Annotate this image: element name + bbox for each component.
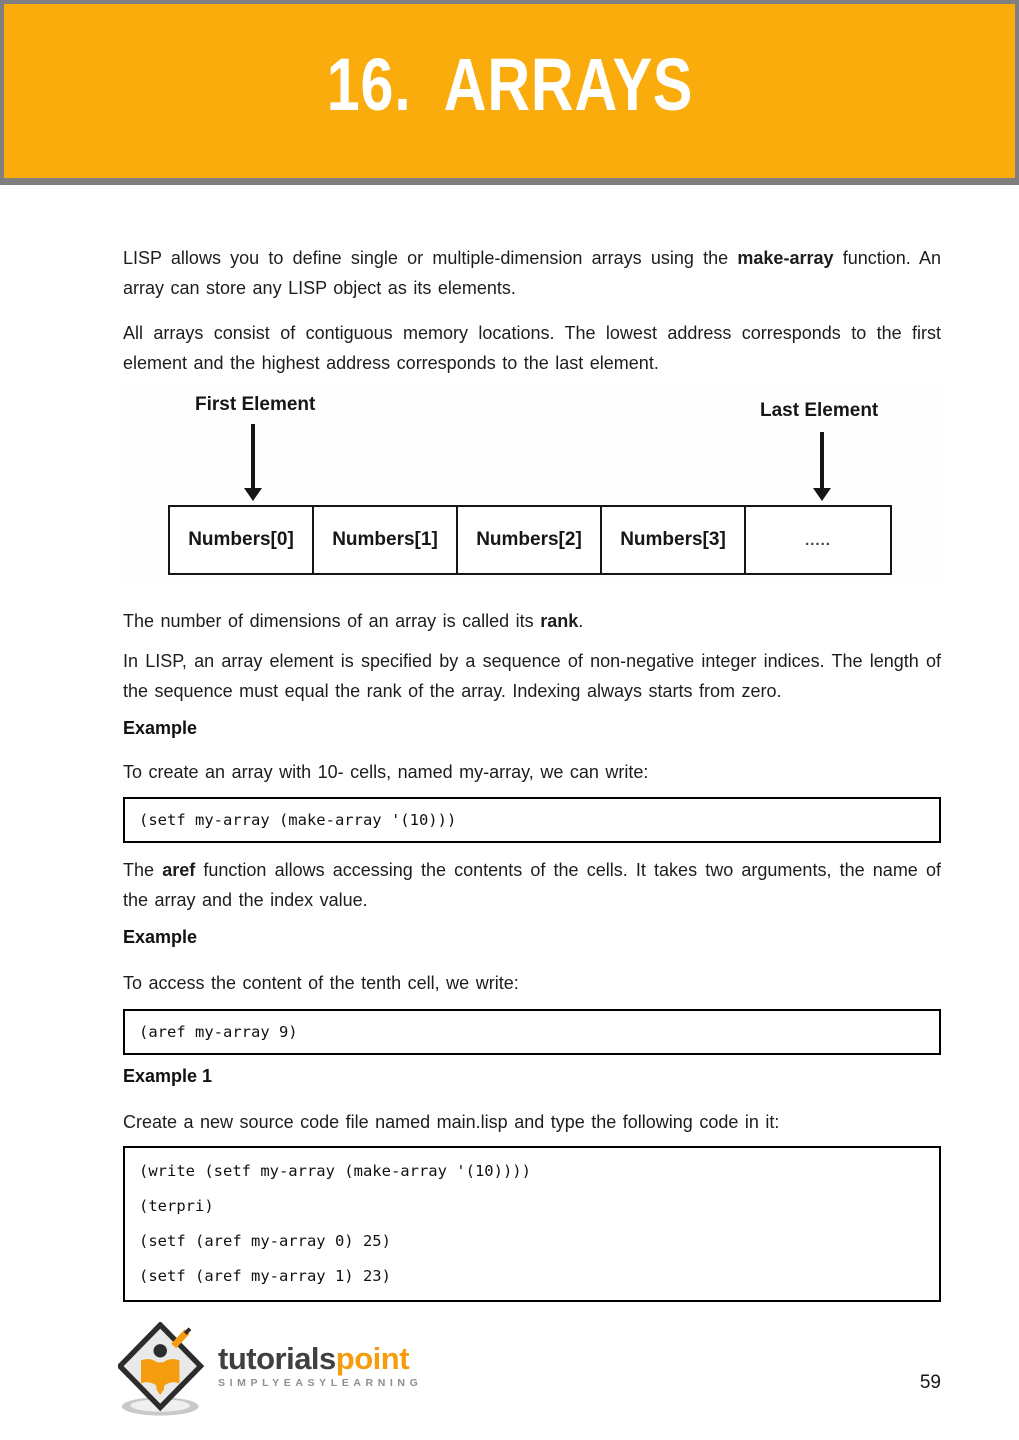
paragraph-text: function. An array can store any LISP object as its elements. — [123, 248, 941, 298]
arrow-line — [251, 424, 255, 488]
heading-example-numbered: Example 1 — [123, 1066, 213, 1086]
paragraph-text: The — [123, 860, 163, 880]
down-arrow-icon — [813, 432, 831, 501]
paragraph-create-array: To create an array with 10- cells, named my-array, we can write: — [123, 762, 649, 782]
keyword-rank: rank — [540, 611, 579, 631]
logo-text — [218, 1340, 423, 1389]
down-arrow-icon — [244, 424, 262, 501]
array-diagram — [123, 386, 941, 586]
logo-word-tutorials: tutorials — [218, 1340, 336, 1376]
array-cell: Numbers[0] — [170, 507, 314, 573]
array-cell: Numbers[3] — [602, 507, 746, 573]
document-body — [0, 243, 1019, 1302]
arrow-head — [813, 488, 831, 501]
chapter-title: 16. ARRAYS — [326, 42, 693, 126]
code-line: (write (setf my-array (make-array '(10)))) — [139, 1162, 531, 1180]
paragraph-intro — [123, 243, 941, 303]
tutorialspoint-logo-icon — [118, 1322, 214, 1418]
arrow-line — [820, 432, 824, 488]
first-element-label: First Element — [195, 394, 316, 415]
code-block-main-lisp — [123, 1146, 941, 1302]
code-line: (setf (aref my-array 0) 25) — [139, 1232, 391, 1250]
chapter-banner — [0, 0, 1019, 185]
code-line: (terpri) — [139, 1197, 214, 1215]
array-cell-ellipsis: ..... — [805, 531, 831, 549]
array-cells-row — [168, 505, 892, 575]
paragraph-aref — [123, 855, 941, 915]
paragraph-text: The number of dimensions of an array is called its — [123, 611, 541, 631]
paragraph-indices: In LISP, an array element is specified by a sequence of non-negative integer indices. The length of the sequence must equal the rank of the array. Indexing always starts from zero. — [123, 651, 941, 701]
code-line: (setf (aref my-array 1) 23) — [139, 1267, 391, 1285]
paragraph-access-cell: To access the content of the tenth cell, we write: — [123, 973, 519, 993]
code-line: (setf my-array (make-array '(10))) — [139, 811, 457, 829]
heading-example-2: Example — [123, 927, 198, 947]
code-line: (aref my-array 9) — [139, 1023, 298, 1041]
array-cell: Numbers[1] — [314, 507, 458, 573]
page-number: 59 — [919, 1372, 941, 1393]
keyword-aref: aref — [162, 860, 196, 880]
array-cell: Numbers[2] — [458, 507, 602, 573]
paragraph-text: LISP allows you to define single or multiple-dimension arrays using the — [123, 248, 738, 268]
arrow-head — [244, 488, 262, 501]
paragraph-main-lisp: Create a new source code file named main.lisp and type the following code in it: — [123, 1112, 780, 1132]
paragraph-memory: All arrays consist of contiguous memory locations. The lowest address corresponds to the first element and the highest address corresponds to the last element. — [123, 323, 941, 373]
tutorialspoint-logo — [118, 1322, 422, 1418]
heading-example-1: Example — [123, 718, 198, 738]
paragraph-rank — [123, 606, 941, 636]
code-block-aref — [123, 1009, 941, 1055]
logo-wordmark — [218, 1340, 422, 1376]
code-block-make-array — [123, 797, 941, 843]
last-element-label: Last Element — [760, 400, 879, 421]
page-footer — [0, 1322, 1019, 1418]
paragraph-text: . — [578, 611, 584, 631]
keyword-make-array: make-array — [737, 248, 834, 268]
paragraph-text: function allows accessing the contents of the cells. It takes two arguments, the name of the array and the index value. — [123, 860, 941, 910]
logo-tagline: SIMPLYEASYLEARNING — [218, 1376, 423, 1389]
logo-word-point: point — [335, 1340, 410, 1376]
